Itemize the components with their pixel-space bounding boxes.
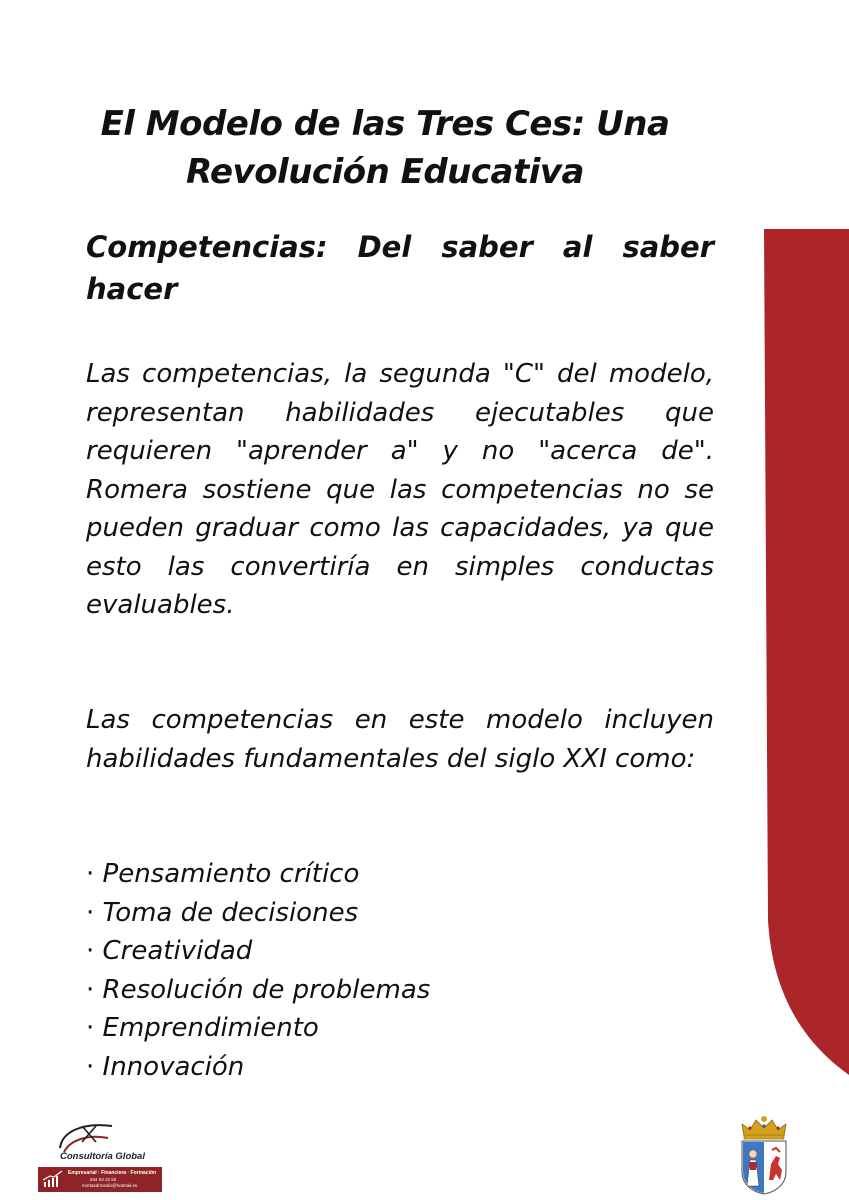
list-item: · Resolución de problemas	[86, 971, 714, 1010]
logo-name: Consultoría Global	[60, 1151, 145, 1162]
paragraph-competencias: Las competencias, la segunda "C" del modelo, representan habilidades ejecutables que requieren "aprender a" y no "acerca de". Romera sostiene que las competencias no se pueden graduar como las capacidades, ya que esto las convertiría en simples conductas evaluables.	[86, 359, 714, 620]
page-title	[70, 100, 700, 196]
paragraph-habilidades: Las competencias en este modelo incluyen habilidades fundamentales del siglo XXI como:	[86, 705, 714, 774]
title-line-1: El Modelo de las Tres Ces: Una	[100, 104, 670, 144]
chart-arrow-icon	[42, 1170, 64, 1188]
logo-tagline: Empresarial · Financiera · Formación	[68, 1170, 157, 1176]
list-item: · Innovación	[86, 1048, 714, 1087]
logo-email: mortasdrmedio@hotmail.es	[82, 1183, 138, 1188]
list-item: · Emprendimiento	[86, 1009, 714, 1048]
title-line-2: Revolución Educativa	[185, 152, 585, 192]
section-subtitle: Competencias: Del saber al saber hacer	[86, 230, 714, 306]
list-item: · Toma de decisiones	[86, 894, 714, 933]
list-item: · Pensamiento crítico	[86, 855, 714, 894]
skills-list	[86, 855, 714, 1086]
logo-info-bar	[38, 1167, 162, 1192]
consultoria-global-logo	[38, 1118, 162, 1194]
list-item: · Creatividad	[86, 932, 714, 971]
logo-phone: 634 53 22 82	[90, 1177, 117, 1182]
coat-of-arms-icon	[736, 1114, 792, 1196]
